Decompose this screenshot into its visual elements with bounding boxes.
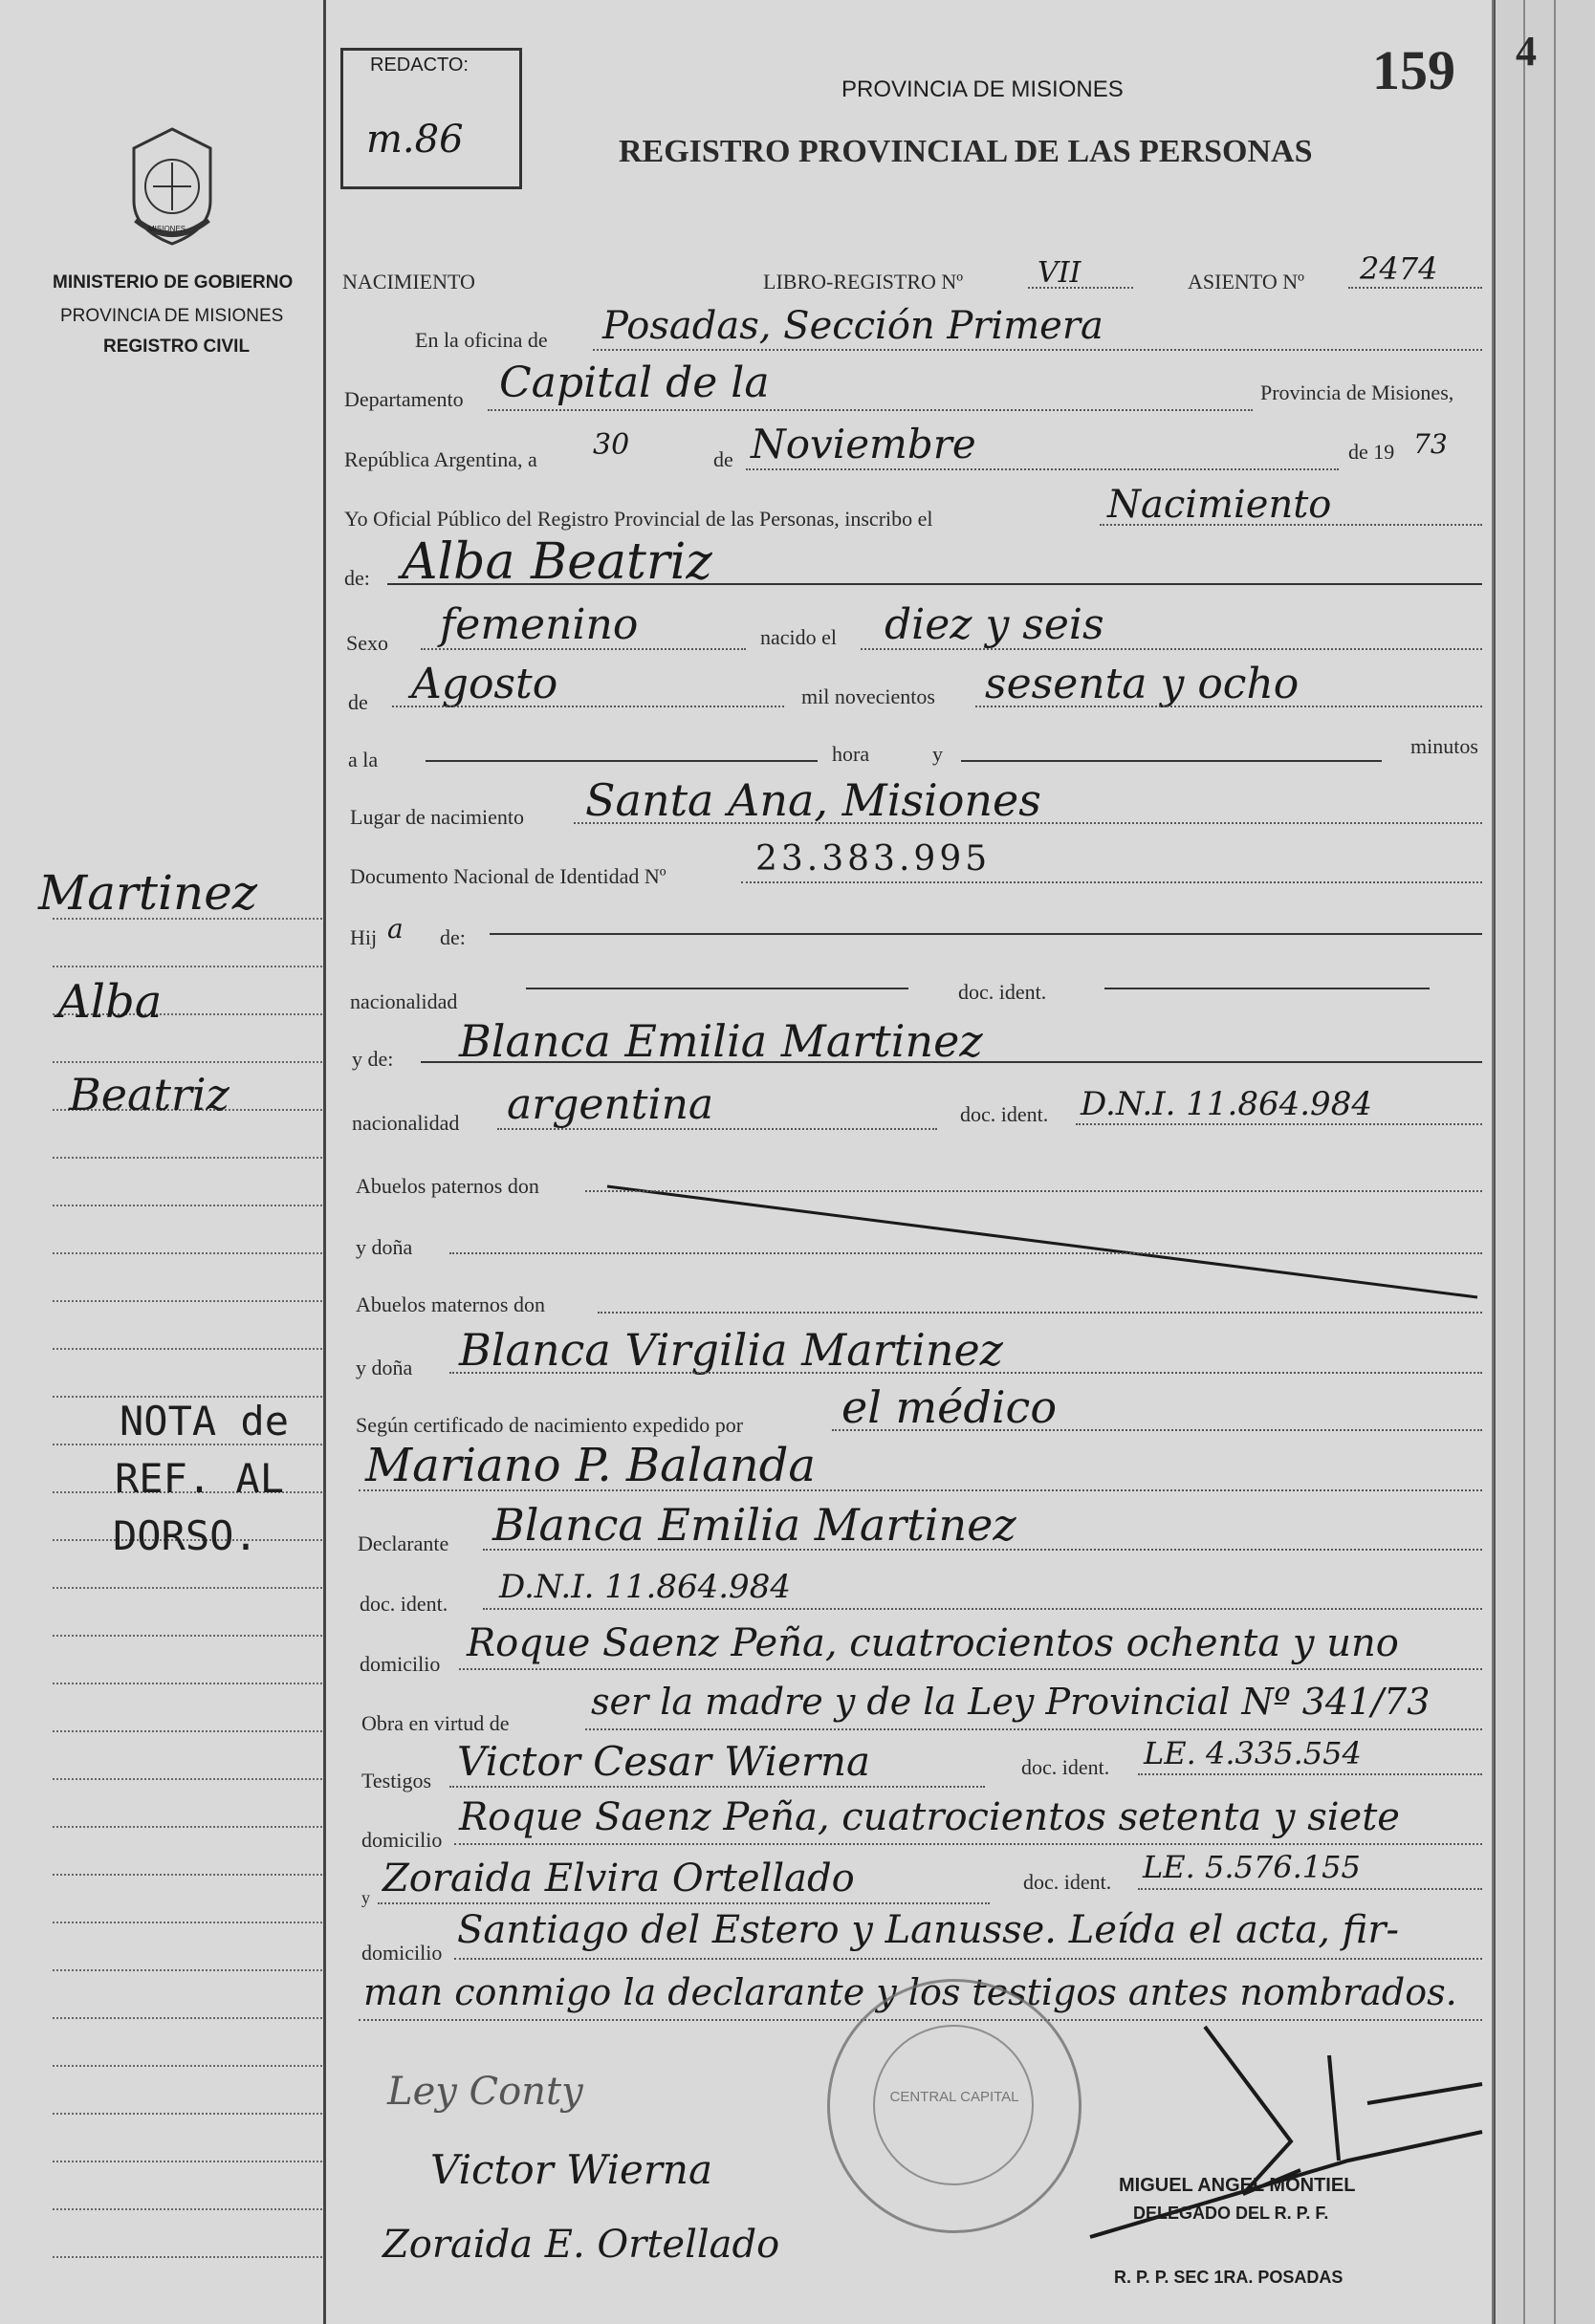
hija-label-a: Hij: [350, 925, 378, 949]
madre-doc-line: [1076, 1123, 1482, 1125]
minutos-label: minutos: [1410, 734, 1478, 758]
oficina-value: Posadas, Sección Primera: [602, 304, 1103, 348]
mes-line: [746, 468, 1339, 470]
republica-label: República Argentina, a: [344, 447, 537, 471]
margin-rule: [53, 1587, 322, 1589]
declarante-value: Blanca Emilia Martinez: [492, 1499, 1016, 1551]
ministry-line: MINISTERIO DE GOBIERNO: [53, 272, 294, 293]
decl-doc-value: D.N.I. 11.864.984: [499, 1568, 791, 1606]
nota-line1: NOTA de: [120, 1398, 290, 1444]
margin-rule: [53, 1348, 322, 1350]
mil-label: mil novecientos: [801, 684, 935, 708]
margin-rule: [53, 1061, 322, 1063]
stamp-text: CENTRAL CAPITAL: [889, 2089, 1019, 2105]
y-small-label: y: [361, 1888, 370, 1907]
right-border: [1494, 0, 1496, 2324]
hora-label: hora: [832, 742, 870, 766]
padre-nac-line: [526, 988, 908, 989]
mes-value: Noviembre: [751, 421, 976, 467]
madre-value: Blanca Emilia Martinez: [459, 1015, 983, 1067]
signature-2: Victor Wierna: [430, 2146, 713, 2193]
margin-name1: Alba: [57, 975, 163, 1029]
nombre-line: [387, 583, 1482, 585]
testigo2-value: Zoraida Elvira Ortellado: [382, 1857, 855, 1900]
libro-line: [1028, 287, 1133, 289]
domicilio-label: domicilio: [360, 1652, 441, 1676]
lugar-label: Lugar de nacimiento: [350, 805, 525, 829]
hija-label-b: a: [387, 913, 404, 945]
signature-3: Zoraida E. Ortellado: [382, 2223, 780, 2267]
margin-rule: [53, 1300, 322, 1302]
province-line: PROVINCIA DE MISIONES: [60, 306, 284, 326]
testigo1-doc: LE. 4.335.554: [1144, 1735, 1362, 1771]
abuelos-mat-label: Abuelos maternos don: [356, 1292, 545, 1316]
asiento-label: ASIENTO Nº: [1188, 270, 1304, 293]
official-title: DELEGADO DEL R. P. F.: [1133, 2204, 1329, 2223]
nota-line2: REF. AL: [115, 1455, 285, 1502]
madre-nac-value: argentina: [507, 1080, 714, 1129]
doc-ident-label-madre: doc. ident.: [960, 1102, 1049, 1126]
seal-text: MISIONES: [148, 225, 186, 233]
margin-rule: [53, 2017, 322, 2019]
testigo1-line: [449, 1786, 985, 1788]
margin-rule: [53, 1922, 322, 1923]
margin-divider: [323, 0, 326, 2324]
province-title: PROVINCIA DE MISIONES: [841, 76, 1124, 102]
margin-rule: [53, 1730, 322, 1732]
cierre-value: man conmigo la declarante y los testigos antes nombrados.: [363, 1971, 1457, 2013]
obra-label: Obra en virtud de: [361, 1711, 510, 1735]
dni-label: Documento Nacional de Identidad Nº: [350, 864, 666, 888]
testigo1-dom-line: [454, 1843, 1482, 1845]
abuela-mat-line: [449, 1372, 1482, 1374]
registro-civil-line: REGISTRO CIVIL: [103, 337, 251, 357]
y-label: y: [932, 742, 943, 766]
nac-mes-value: Agosto: [411, 660, 558, 708]
margin-rule: [53, 1252, 322, 1254]
abuelo-pat-line: [585, 1190, 1482, 1192]
a-la-label: a la: [348, 748, 379, 771]
domicilio-line: [459, 1668, 1482, 1670]
margin-rule: [53, 1205, 322, 1206]
official-name: MIGUEL ANGEL MONTIEL: [1119, 2175, 1356, 2196]
margin-rule: [53, 2065, 322, 2067]
margin-rule: [53, 1826, 322, 1828]
registry-title: REGISTRO PROVINCIAL DE LAS PERSONAS: [619, 134, 1313, 169]
testigo1-doc-label: doc. ident.: [1021, 1755, 1110, 1779]
underlying-page: [1492, 0, 1595, 2324]
oficina-label: En la oficina de: [415, 328, 548, 352]
anio-label: de 19: [1348, 440, 1395, 464]
testigo2-doc: LE. 5.576.155: [1143, 1849, 1361, 1885]
oficial-text: Yo Oficial Público del Registro Provincial de las Personas, inscribo el: [344, 507, 933, 531]
minutos-line: [961, 760, 1382, 762]
obra-value: ser la madre y de la Ley Provincial Nº 341/73: [591, 1681, 1431, 1723]
oficina-line: [593, 349, 1482, 351]
asiento-value: 2474: [1360, 250, 1438, 287]
sexo-line: [421, 648, 746, 650]
certificado-line: [832, 1429, 1482, 1431]
margin-rule: [53, 1778, 322, 1780]
abuelo-mat-line: [598, 1312, 1482, 1314]
nombre-value: Alba Beatriz: [402, 533, 712, 591]
testigo1-dom-label: domicilio: [361, 1828, 443, 1852]
testigo2-dom: Santiago del Estero y Lanusse. Leída el acta, fir-: [457, 1908, 1399, 1952]
official-office: R. P. P. SEC 1RA. POSADAS: [1114, 2268, 1344, 2287]
madre-line: [421, 1061, 1482, 1063]
libro-value: VII: [1038, 256, 1082, 290]
margin-rule: [53, 2113, 322, 2115]
cancel-stroke: [602, 1181, 1482, 1305]
y-de-label: y de:: [352, 1047, 394, 1071]
abuelos-pat-label: Abuelos paternos don: [356, 1174, 539, 1198]
signature-1: Ley Conty: [387, 2070, 583, 2114]
madre-nac-line: [497, 1128, 937, 1130]
lugar-value: Santa Ana, Misiones: [585, 774, 1041, 826]
nacimiento-label: NACIMIENTO: [342, 270, 475, 293]
domicilio-value: Roque Saenz Peña, cuatrocientos ochenta y uno: [467, 1621, 1399, 1665]
y-dona-label-mat: y doña: [356, 1356, 413, 1379]
anio-value: 73: [1413, 428, 1448, 460]
nacido-line: [861, 648, 1482, 650]
nacionalidad-label-padre: nacionalidad: [350, 989, 458, 1013]
provincia-label: Provincia de Misiones,: [1260, 380, 1454, 404]
nacionalidad-label-madre: nacionalidad: [352, 1111, 460, 1135]
obra-line: [585, 1728, 1482, 1730]
margin-rule: [53, 2256, 322, 2258]
medico-value: Mariano P. Balanda: [365, 1439, 816, 1492]
inscribo-line: [1100, 524, 1482, 526]
testigo1-value: Victor Cesar Wierna: [457, 1738, 871, 1785]
dni-value: 23.383.995: [755, 839, 992, 879]
declarante-line: [483, 1549, 1482, 1551]
margin-surname: Martinez: [38, 865, 258, 921]
asiento-line: [1348, 287, 1482, 289]
margin-rule: [53, 2161, 322, 2162]
departamento-line: [488, 409, 1253, 411]
redacto-value: m.86: [366, 118, 464, 162]
testigos-label: Testigos: [361, 1769, 432, 1792]
padre-line: [490, 933, 1482, 935]
redacto-box: [340, 48, 522, 189]
nacido-label: nacido el: [760, 625, 838, 649]
declarante-label: Declarante: [358, 1531, 449, 1555]
hija-label-c: de:: [440, 925, 466, 949]
abuela-mat-value: Blanca Virgilia Martinez: [459, 1324, 1003, 1376]
sexo-value: femenino: [440, 600, 639, 649]
de-nombre-label: de:: [344, 566, 370, 590]
margin-rule: [53, 1683, 322, 1684]
margin-rule: [53, 1874, 322, 1876]
testigo1-dom: Roque Saenz Peña, cuatrocientos setenta y siete: [459, 1795, 1400, 1839]
de-label: de: [713, 447, 733, 471]
redacto-label: REDACTO:: [370, 54, 469, 76]
departamento-label: Departamento: [344, 387, 464, 411]
nac-mes-line: [392, 706, 784, 707]
nacido-value: diez y seis: [885, 600, 1104, 649]
testigo2-doc-label: doc. ident.: [1023, 1870, 1112, 1894]
madre-doc-value: D.N.I. 11.864.984: [1081, 1085, 1372, 1123]
mil-value: sesenta y ocho: [985, 660, 1300, 708]
departamento-value: Capital de la: [499, 358, 770, 407]
margin-name2: Beatriz: [69, 1069, 229, 1120]
de-mes-label: de: [348, 690, 368, 714]
sexo-label: Sexo: [346, 631, 388, 655]
libro-label: LIBRO-REGISTRO Nº: [763, 270, 964, 293]
doc-ident-label-padre: doc. ident.: [958, 980, 1047, 1004]
hora-line: [426, 760, 818, 762]
decl-doc-line: [483, 1608, 1482, 1610]
dni-line: [741, 881, 1482, 883]
margin-rule: [53, 966, 322, 967]
side-page-number: 4: [1516, 28, 1537, 75]
testigo2-dom-line: [454, 1958, 1482, 1960]
margin-rule: [53, 1635, 322, 1637]
dia-value: 30: [593, 428, 630, 462]
nota-line3: DORSO.: [113, 1512, 258, 1559]
medico-line: [359, 1489, 1482, 1491]
testigo2-dom-label: domicilio: [361, 1941, 443, 1965]
certificado-label: Según certificado de nacimiento expedido por: [356, 1413, 744, 1437]
inscribo-value: Nacimiento: [1107, 483, 1332, 527]
testigo2-doc-line: [1138, 1888, 1482, 1890]
margin-rule: [53, 1969, 322, 1971]
padre-doc-line: [1104, 988, 1430, 989]
margin-rule: [53, 1157, 322, 1159]
page-number: 159: [1372, 39, 1455, 101]
lugar-line: [574, 822, 1482, 824]
decl-doc-label: doc. ident.: [360, 1592, 448, 1616]
abuela-pat-line: [449, 1252, 1482, 1254]
mil-line: [975, 706, 1482, 707]
margin-rule: [53, 2208, 322, 2210]
certificado-value: el médico: [841, 1381, 1058, 1433]
y-dona-label-pat: y doña: [356, 1235, 413, 1259]
testigo2-line: [378, 1902, 990, 1904]
testigo1-doc-line: [1138, 1773, 1482, 1775]
